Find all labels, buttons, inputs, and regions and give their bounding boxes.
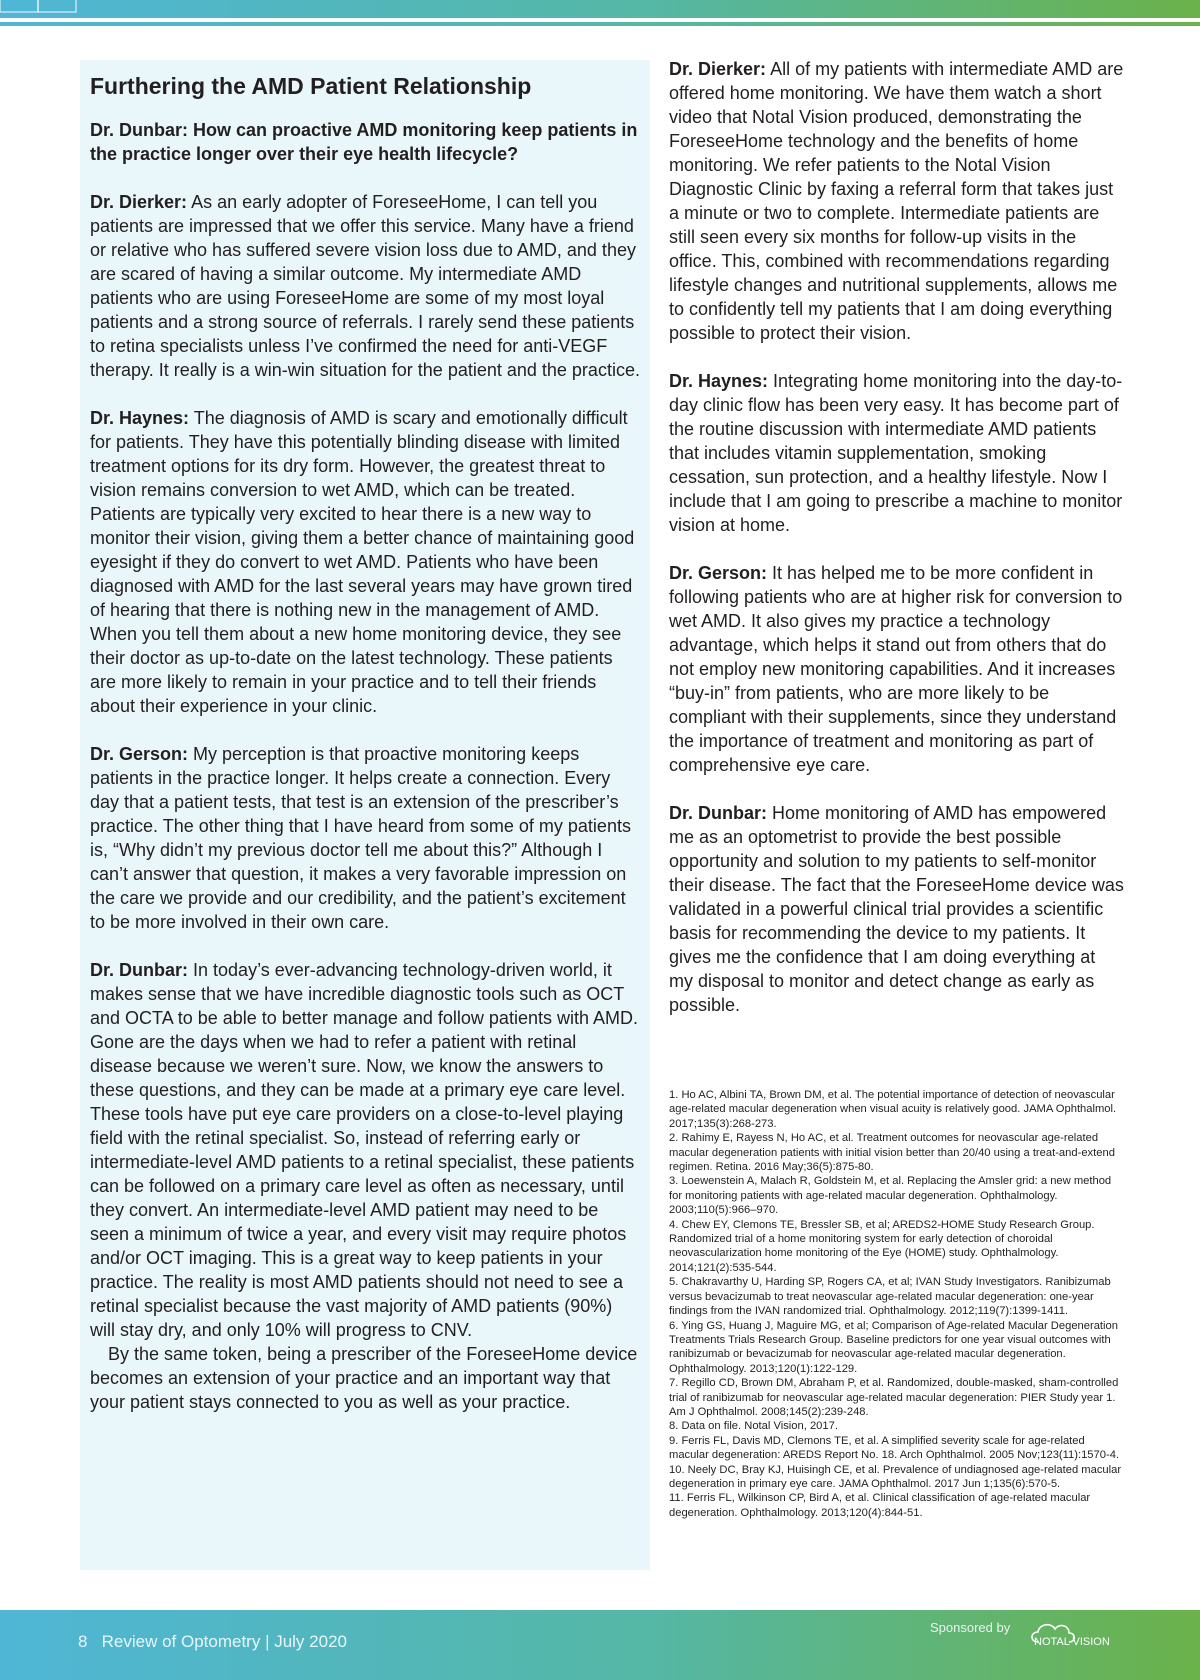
speaker-name: Dr. Gerson: bbox=[669, 563, 768, 583]
sponsored-by-label: Sponsored by bbox=[930, 1620, 1011, 1635]
answer-paragraph bbox=[90, 958, 640, 1342]
answer-text: It has helped me to be more confident in following patients who are at higher risk for conversion to wet AMD. It also gives my practice a technology advantage, which helps it stand out from others that do not employ new monitoring capabilities. And it increases “buy-in” from patients, who are more likely to be compliant with their supplements, since they understand the importance of treatment and monitoring as part of comprehensive eye care. bbox=[669, 563, 1123, 775]
answer-text: The diagnosis of AMD is scary and emotionally difficult for patients. They have this potentially blinding disease with limited treatment options for its dry form. However, the greatest threat to vision remains conversion to wet AMD, which can be treated. Patients are typically very excited to hear there is a new way to monitor their vision, giving them a better chance of maintaining good eyesight if they do convert to wet AMD. Patients who have been diagnosed with AMD for the last several years may have grown tired of hearing that there is nothing new in the management of AMD. When you tell them about a new home monitoring device, they see their doctor as up-to-date on the latest technology. These patients are more likely to remain in your practice and to tell their friends about their experience in your clinic. bbox=[90, 408, 635, 716]
answer-paragraph bbox=[90, 742, 640, 934]
closing-paragraph: By the same token, being a prescriber of the ForeseeHome device becomes an extension of your practice and an important way that your patient stays connected to you as well as your practice. bbox=[90, 1344, 638, 1412]
corner-decoration-icon bbox=[0, 0, 78, 18]
reference-item: 2. Rahimy E, Rayess N, Ho AC, et al. Treatment outcomes for neovascular age-related macular degeneration patients with initial vision better than 20/40 using a treat-and-extend regimen. Retina. 2016 May;36(5):875-80. bbox=[669, 1132, 1115, 1174]
reference-item: 7. Regillo CD, Brown DM, Abraham P, et al. Randomized, double-masked, sham-controlled trial of ranibizumab for neovascular age-related macular degeneration: PIER Study year 1. Am J Ophthalmol. 2008;145(2):239-248. bbox=[669, 1377, 1119, 1418]
reference-item: 5. Chakravarthy U, Harding SP, Rogers CA, et al; IVAN Study Investigators. Ranibizumab versus bevacizumab to treat neovascular age-related macular degeneration: one-year findings from the IVAN randomized trial. Ophthalmology. 2012;119(7):1399-1411. bbox=[669, 1276, 1111, 1318]
answer-paragraph bbox=[669, 369, 1124, 537]
reference-item: 6. Ying GS, Huang J, Maguire MG, et al; Comparison of Age-related Macular Degeneration Treatments Trials Research Group. Baseline predictors for one year visual outcomes with ranibizumab or bevacizumab for neovascular age-related macular degeneration. Ophthalmology. 2013;120(1):122-129. bbox=[669, 1319, 1118, 1375]
answer-text: All of my patients with intermediate AMD are offered home monitoring. We have them watch a short video that Notal Vision produced, demonstrating the ForeseeHome technology and the benefits of home monitoring. We refer patients to the Notal Vision Diagnostic Clinic by faxing a referral form that takes just a minute or two to complete. Intermediate patients are still seen every six months for follow-up visits in the office. This, combined with recommendations regarding lifestyle changes and nutritional supplements, allows me to confidently tell my patients that I am doing everything possible to protect their vision. bbox=[669, 59, 1124, 343]
reference-item: 9. Ferris FL, Davis MD, Clemons TE, et al. A simplified severity scale for age-related macular degeneration: AREDS Report No. 18. Arch Ophthalmol. 2005 Nov;123(11):1570-4. bbox=[669, 1434, 1120, 1462]
interview-question: Dr. Dunbar: How can proactive AMD monitoring keep patients in the practice longer over their eye health lifecycle? bbox=[90, 120, 638, 164]
speaker-name: Dr. Dierker: bbox=[669, 59, 767, 79]
answer-text: In today’s ever-advancing technology-driven world, it makes sense that we have incredible diagnostic tools such as OCT and OCTA to be able to better manage and follow patients with AMD. Gone are the days when we had to refer a patient with retinal disease because we weren’t sure. Now, we know the answers to these questions, and they can be made at a primary eye care level. These tools have put eye care providers on a close-to-level playing field with the retinal specialist. So, instead of referring early or intermediate-level AMD patients to a retinal specialist, these patients can be followed on a primary care level as often as necessary, until they convert. An intermediate-level AMD patient may need to be seen a minimum of twice a year, and every visit may require photos and/or OCT imaging. This is a great way to keep patients in your practice. The reality is most AMD patients should not need to see a retinal specialist because the vast majority of AMD patients (90%) will stay dry, and only 10% will progress to CNV. bbox=[90, 960, 638, 1340]
notal-vision-logo-icon bbox=[1024, 1612, 1130, 1652]
answer-paragraph bbox=[669, 561, 1124, 777]
answer-text: My perception is that proactive monitoring keeps patients in the practice longer. It helps create a connection. Every day that a patient tests, that test is an extension of the prescriber’s practice. The other thing that I have heard from some of my patients is, “Why didn’t my previous doctor tell me about this?” Although I can’t answer that question, it makes a very favorable impression on the care we provide and our credibility, and the patient’s excitement to be more involved in their own care. bbox=[90, 744, 631, 932]
speaker-name: Dr. Dierker: bbox=[90, 192, 188, 212]
answer-paragraph bbox=[669, 801, 1124, 1017]
svg-text:NOTAL VISION: NOTAL VISION bbox=[1034, 1636, 1110, 1648]
sidebar-panel bbox=[80, 60, 650, 1570]
answer-paragraph bbox=[90, 190, 640, 382]
reference-item: 8. Data on file. Notal Vision, 2017. bbox=[669, 1420, 838, 1433]
answer-paragraph bbox=[669, 57, 1124, 345]
reference-item: 1. Ho AC, Albini TA, Brown DM, et al. The potential importance of detection of neovascular age-related macular degeneration when visual acuity is relatively good. JAMA Ophthalmol. 2017;135(3):268-273. bbox=[669, 1089, 1117, 1130]
speaker-name: Dr. Dunbar: bbox=[90, 960, 189, 980]
top-gradient-bar bbox=[0, 0, 1200, 18]
speaker-name: Dr. Dunbar: bbox=[669, 803, 768, 823]
reference-item: 4. Chew EY, Clemons TE, Bressler SB, et al; AREDS2-HOME Study Research Group. Randomized trial of a home monitoring system for early detection of choroidal neovascularization home monitoring of the Eye (HOME) study. Ophthalmology. 2014;121(2):535-544. bbox=[669, 1218, 1095, 1274]
answer-text: As an early adopter of ForeseeHome, I can tell you patients are impressed that we offer this service. Many have a friend or relative who has suffered severe vision loss due to AMD, and they are scared of having a similar outcome. My intermediate AMD patients who are using ForeseeHome are some of my most loyal patients and a strong source of referrals. I rarely send these patients to retina specialists unless I’ve confirmed the need for anti-VEGF therapy. It really is a win-win situation for the patient and the practice. bbox=[90, 192, 640, 380]
reference-item: 3. Loewenstein A, Malach R, Goldstein M, et al. Replacing the Amsler grid: a new method for monitoring patients with age-related macular degeneration. Ophthalmology. 2003;110(5):966–970. bbox=[669, 1175, 1112, 1217]
references-list bbox=[669, 1088, 1124, 1520]
reference-item: 11. Ferris FL, Wilkinson CP, Bird A, et al. Clinical classification of age-related macular degeneration. Ophthalmology. 2013;120(4):844-51. bbox=[669, 1492, 1091, 1519]
speaker-name: Dr. Haynes: bbox=[90, 408, 190, 428]
answer-text: Home monitoring of AMD has empowered me as an optometrist to provide the best possible opportunity and solution to my patients to self-monitor their disease. The fact that the ForeseeHome device was validated in a powerful clinical trial provides a scientific basis for recommending the device to my patients. It gives me the confidence that I am doing everything at my disposal to monitor and detect change as early as possible. bbox=[669, 803, 1124, 1015]
speaker-name: Dr. Haynes: bbox=[669, 371, 769, 391]
section-heading: Furthering the AMD Patient Relationship bbox=[90, 73, 532, 99]
right-column bbox=[669, 57, 1124, 1041]
answer-paragraph bbox=[90, 406, 640, 718]
page-footer-info: 8 Review of Optometry | July 2020 bbox=[78, 1632, 347, 1651]
reference-item: 10. Neely DC, Bray KJ, Huisingh CE, et al. Prevalence of undiagnosed age-related macular degeneration in primary eye care. JAMA Ophthalmol. 2017 Jun 1;135(6):570-5. bbox=[669, 1463, 1122, 1490]
top-gradient-rule bbox=[0, 22, 1200, 26]
answer-text: Integrating home monitoring into the day-to-day clinic flow has been very easy. It has become part of the routine discussion with intermediate AMD patients that includes vitamin supplementation, smoking cessation, sun protection, and a healthy lifestyle. Now I include that I am going to prescribe a machine to monitor vision at home. bbox=[669, 371, 1123, 535]
speaker-name: Dr. Gerson: bbox=[90, 744, 189, 764]
